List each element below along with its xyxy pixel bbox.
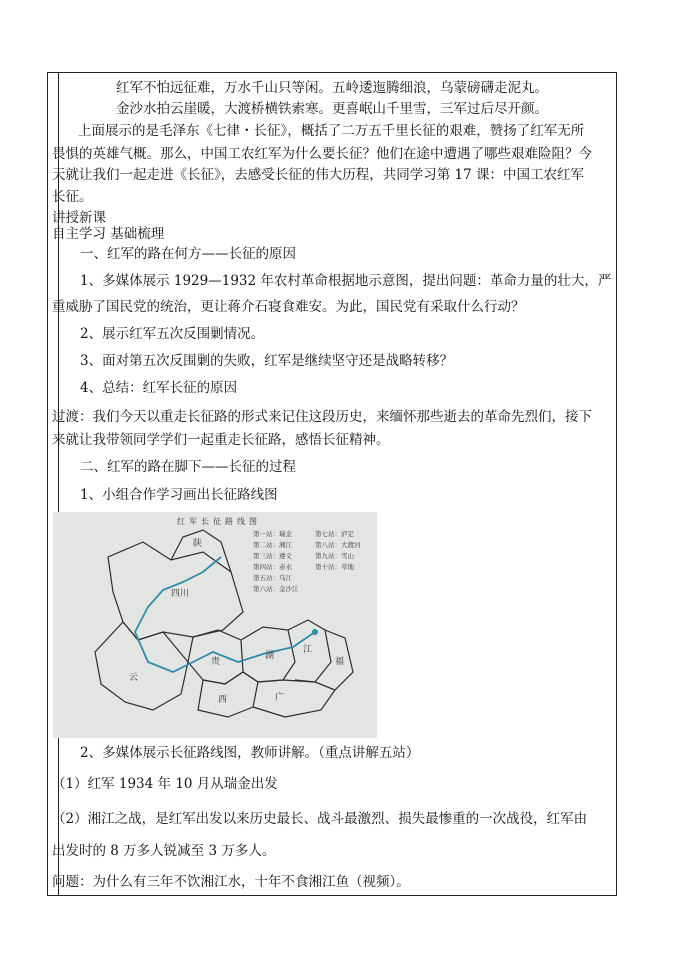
intro-paragraph-line-3: 天就让我们一起走进《长征》，去感受长征的伟大历程，共同学习第 17 课：中国工农红军 bbox=[52, 167, 585, 183]
label-yunnan: 云 bbox=[129, 673, 139, 683]
label-guizhou: 贵 bbox=[211, 657, 221, 667]
section-1-item-2: 2、展示红军五次反围剿情况。 bbox=[80, 326, 265, 342]
legend-item: 第三站：遵义 bbox=[253, 552, 292, 560]
intro-paragraph-line-1: 上面展示的是毛泽东《七律・长征》，概括了二万五千里长征的艰难，赞扬了红军无所 bbox=[78, 123, 585, 139]
section-1-item-1-line-2: 重威胁了国民党的统治，更让蒋介石寝食难安。为此，国民党有采取什么行动？ bbox=[52, 299, 525, 315]
legend-item: 第九站：雪山 bbox=[315, 552, 354, 560]
label-guangdong: 广 bbox=[275, 693, 285, 703]
legend-item: 第一站：瑞金 bbox=[253, 530, 292, 538]
poem-line-1: 红军不怕远征难，万水千山只等闲。五岭逶迤腾细浪，乌蒙磅礴走泥丸。 bbox=[116, 80, 548, 96]
intro-paragraph-line-4: 长征。 bbox=[52, 189, 93, 205]
section-2-item-2: 2、多媒体展示长征路线图，教师讲解。（重点讲解五站） bbox=[80, 745, 420, 761]
new-lesson-heading: 讲授新课 bbox=[52, 210, 106, 226]
self-study-heading: 自主学习 基础梳理 bbox=[52, 226, 165, 242]
label-shaanxi: 陕 bbox=[193, 539, 203, 549]
point-2-line-2: 出发时的 8 万多人锐减至 3 万多人。 bbox=[52, 843, 276, 859]
transition-line-2: 来就让我带领同学学们一起重走长征路，感悟长征精神。 bbox=[52, 432, 390, 448]
section-2-title: 二、红军的路在脚下——长征的过程 bbox=[80, 459, 296, 475]
poem-line-2: 金沙水拍云崖暖，大渡桥横铁索寒。更喜岷山千里雪，三军过后尽开颜。 bbox=[116, 101, 548, 117]
question-line: 问题：为什么有三年不饮湘江水，十年不食湘江鱼（视频）。 bbox=[52, 874, 410, 890]
long-march-route-map bbox=[53, 512, 377, 738]
section-1-title: 一、红军的路在何方——长征的原因 bbox=[80, 246, 296, 262]
label-hunan: 湖 bbox=[265, 651, 275, 661]
point-2-line-1: （2）湘江之战，是红军出发以来历史最长、战斗最激烈、损失最惨重的一次战役，红军由 bbox=[52, 811, 588, 827]
section-1-item-4: 4、总结：红军长征的原因 bbox=[80, 380, 238, 396]
point-1: （1）红军 1934 年 10 月从瑞金出发 bbox=[52, 776, 278, 792]
section-1-item-3: 3、面对第五次反围剿的失败，红军是继续坚守还是战略转移？ bbox=[80, 353, 454, 369]
section-2-item-1: 1、小组合作学习画出长征路线图 bbox=[80, 487, 278, 503]
transition-line-1: 过渡：我们今天以重走长征路的形式来记住这段历史，来缅怀那些逝去的革命先烈们，接下 bbox=[52, 409, 592, 425]
label-guangxi: 西 bbox=[218, 695, 228, 705]
legend-item: 第八站：大渡河 bbox=[315, 541, 361, 549]
legend-item: 第十站：草地 bbox=[315, 563, 354, 571]
legend-item: 第七站：泸定 bbox=[315, 530, 354, 538]
lesson-table bbox=[47, 72, 617, 896]
label-sichuan: 四川 bbox=[171, 589, 190, 599]
legend-item: 第四站：赤水 bbox=[253, 563, 292, 571]
label-fujian: 福 bbox=[335, 657, 345, 667]
legend-item: 第六站：金沙江 bbox=[253, 585, 299, 593]
label-jiangxi: 江 bbox=[303, 645, 313, 655]
legend-item: 第二站：湘江 bbox=[253, 541, 292, 549]
map-title: 红军长征路线图 bbox=[177, 517, 261, 526]
start-point-ruijin bbox=[312, 629, 318, 635]
intro-paragraph-line-2: 畏惧的英雄气概。那么，中国工农红军为什么要长征？他们在途中遭遇了哪些艰难险阻？今 bbox=[52, 146, 592, 162]
section-1-item-1-line-1: 1、多媒体展示 1929—1932 年农村革命根据地示意图，提出问题：革命力量的壮大，严 bbox=[80, 273, 612, 289]
legend-item: 第五站：乌江 bbox=[253, 574, 292, 582]
